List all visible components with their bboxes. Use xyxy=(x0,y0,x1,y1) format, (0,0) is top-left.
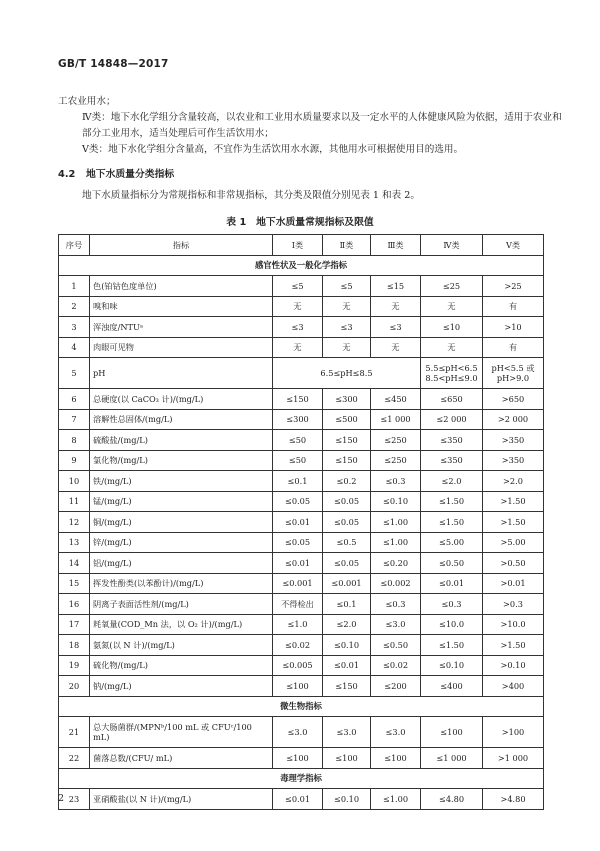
limit-cell: 无 xyxy=(323,337,371,358)
limit-cell: >10.0 xyxy=(483,614,544,635)
limit-cell: >5.00 xyxy=(483,532,544,553)
limit-cell: >400 xyxy=(483,676,544,697)
limit-cell: ≤150 xyxy=(323,450,371,471)
para-class-4: Ⅳ类：地下水化学组分含量较高，以农业和工业用水质量要求以及一定水平的人体健康风险为依据，适用于农业和部分工业用水，适当处理后可作生活饮用水； xyxy=(82,112,562,139)
row-number-cell: 13 xyxy=(59,532,90,553)
header-class-4: Ⅳ类 xyxy=(421,235,483,256)
header-class-2: Ⅱ类 xyxy=(323,235,371,256)
indicator-cell: 嗅和味 xyxy=(90,296,273,317)
limit-cell: ≤5 xyxy=(273,276,323,297)
table-row xyxy=(59,635,544,656)
limit-cell: ≤0.3 xyxy=(421,594,483,615)
indicator-cell: 色(铂钴色度单位) xyxy=(90,276,273,297)
limit-cell: ≤0.05 xyxy=(323,512,371,533)
limit-cell: ≤2 000 xyxy=(421,409,483,430)
limit-cell: >650 xyxy=(483,389,544,410)
table-section-row xyxy=(59,696,544,717)
table-row xyxy=(59,676,544,697)
row-number-cell: 20 xyxy=(59,676,90,697)
table-row xyxy=(59,573,544,594)
indicator-cell: pH xyxy=(90,358,273,389)
limit-cell: ≤0.01 xyxy=(273,512,323,533)
indicator-cell: 锌/(mg/L) xyxy=(90,532,273,553)
section-title-cell: 感官性状及一般化学指标 xyxy=(59,255,544,276)
indicator-cell: 铝/(mg/L) xyxy=(90,553,273,574)
table-header-row xyxy=(59,235,544,256)
table-row xyxy=(59,430,544,451)
indicator-cell: 总大肠菌群/(MPNᵇ/100 mL 或 CFUᶜ/100 mL) xyxy=(90,717,273,748)
limit-cell: ≤4.80 xyxy=(421,789,483,810)
limit-cell: ≤0.005 xyxy=(273,655,323,676)
limit-cell: ≤0.50 xyxy=(371,635,421,656)
limit-cell: 无 xyxy=(323,296,371,317)
limit-cell: ≤400 xyxy=(421,676,483,697)
limit-cell: ≤300 xyxy=(273,409,323,430)
table-row xyxy=(59,553,544,574)
limit-cell: ≤2.0 xyxy=(421,471,483,492)
section-number: 4.2 xyxy=(58,169,76,180)
limit-cell: ≤300 xyxy=(323,389,371,410)
limit-cell: >0.10 xyxy=(483,655,544,676)
row-number-cell: 18 xyxy=(59,635,90,656)
limit-cell: ≤2.0 xyxy=(323,614,371,635)
limit-cell: ≤1.50 xyxy=(421,512,483,533)
limit-cell: ≤150 xyxy=(273,389,323,410)
section-title: 地下水质量分类指标 xyxy=(86,169,175,180)
limit-cell: >100 xyxy=(483,717,544,748)
table-row xyxy=(59,409,544,430)
standard-number: GB/T 14848—2017 xyxy=(58,58,169,70)
limit-cell: ≤3 xyxy=(323,317,371,338)
limit-cell: >0.50 xyxy=(483,553,544,574)
row-number-cell: 2 xyxy=(59,296,90,317)
header-class-3: Ⅲ类 xyxy=(371,235,421,256)
limit-cell: ≤3.0 xyxy=(323,717,371,748)
limit-cell: ≤0.10 xyxy=(371,491,421,512)
limit-cell: ≤100 xyxy=(323,748,371,769)
indicator-cell: 总硬度(以 CaCO₃ 计)/(mg/L) xyxy=(90,389,273,410)
limit-cell: ≤650 xyxy=(421,389,483,410)
row-number-cell: 22 xyxy=(59,748,90,769)
limit-cell: ≤0.05 xyxy=(323,491,371,512)
limit-cell: 无 xyxy=(421,296,483,317)
limit-cell: ≤0.05 xyxy=(323,553,371,574)
standards-table xyxy=(58,234,544,810)
limit-cell: ≤0.10 xyxy=(421,655,483,676)
limit-cell: >2.0 xyxy=(483,471,544,492)
indicator-cell: 菌落总数/(CFU/ mL) xyxy=(90,748,273,769)
table-row xyxy=(59,532,544,553)
table-row xyxy=(59,358,544,389)
limit-cell: ≤0.05 xyxy=(273,532,323,553)
indicator-cell: 锰/(mg/L) xyxy=(90,491,273,512)
indicator-cell: 氨氮(以 N 计)/(mg/L) xyxy=(90,635,273,656)
table-row xyxy=(59,614,544,635)
limit-cell: ≤0.01 xyxy=(323,655,371,676)
indicator-cell: 亚硝酸盐(以 N 计)/(mg/L) xyxy=(90,789,273,810)
limit-cell: ≤200 xyxy=(371,676,421,697)
indicator-cell: 氯化物/(mg/L) xyxy=(90,450,273,471)
limit-cell: ≤450 xyxy=(371,389,421,410)
limit-cell: ≤3.0 xyxy=(273,717,323,748)
row-number-cell: 17 xyxy=(59,614,90,635)
limit-cell: ≤15 xyxy=(371,276,421,297)
limit-cell: ≤3.0 xyxy=(371,717,421,748)
limit-cell: ≤1 000 xyxy=(371,409,421,430)
limit-cell: ≤500 xyxy=(323,409,371,430)
table-section-row xyxy=(59,255,544,276)
row-number-cell: 14 xyxy=(59,553,90,574)
limit-cell: 有 xyxy=(483,337,544,358)
row-number-cell: 11 xyxy=(59,491,90,512)
limit-cell: >1.50 xyxy=(483,491,544,512)
limit-cell: ≤350 xyxy=(421,450,483,471)
limit-cell: ≤3.0 xyxy=(371,614,421,635)
limit-cell: ≤150 xyxy=(323,430,371,451)
limit-cell: ≤0.10 xyxy=(323,789,371,810)
header-class-5: Ⅴ类 xyxy=(483,235,544,256)
row-number-cell: 1 xyxy=(59,276,90,297)
table-row xyxy=(59,276,544,297)
limit-cell: ≤1 000 xyxy=(421,748,483,769)
limit-cell: >25 xyxy=(483,276,544,297)
table-row xyxy=(59,337,544,358)
indicator-cell: 钠/(mg/L) xyxy=(90,676,273,697)
limit-cell: ≤100 xyxy=(273,748,323,769)
indicator-cell: 铁/(mg/L) xyxy=(90,471,273,492)
limit-cell: >10 xyxy=(483,317,544,338)
limit-cell: ≤0.2 xyxy=(323,471,371,492)
indicator-cell: 硫酸盐/(mg/L) xyxy=(90,430,273,451)
table-row xyxy=(59,717,544,748)
table-row xyxy=(59,512,544,533)
limit-cell: ≤250 xyxy=(371,430,421,451)
table-row xyxy=(59,789,544,810)
table-row xyxy=(59,748,544,769)
section-title-cell: 微生物指标 xyxy=(59,696,544,717)
table-caption: 表 1 地下水质量常规指标及限值 xyxy=(226,217,374,228)
row-number-cell: 5 xyxy=(59,358,90,389)
table-row xyxy=(59,491,544,512)
indicator-cell: 挥发性酚类(以苯酚计)/(mg/L) xyxy=(90,573,273,594)
limit-cell: ≤0.05 xyxy=(273,491,323,512)
limit-cell: >2 000 xyxy=(483,409,544,430)
header-class-1: Ⅰ类 xyxy=(273,235,323,256)
limit-cell: ≤0.3 xyxy=(371,594,421,615)
limit-cell: ≤0.01 xyxy=(421,573,483,594)
limit-cell: ≤5 xyxy=(323,276,371,297)
limit-cell: ≤100 xyxy=(371,748,421,769)
limit-cell: 无 xyxy=(273,337,323,358)
limit-cell: ≤0.5 xyxy=(323,532,371,553)
limit-cell: ≤1.00 xyxy=(371,532,421,553)
row-number-cell: 6 xyxy=(59,389,90,410)
intro-paragraph: 地下水质量指标分为常规指标和非常规指标，其分类及限值分别见表 1 和表 2。 xyxy=(82,190,420,201)
limit-cell: ≤250 xyxy=(371,450,421,471)
limit-cell: >0.3 xyxy=(483,594,544,615)
limit-cell: ≤10.0 xyxy=(421,614,483,635)
row-number-cell: 23 xyxy=(59,789,90,810)
table-row xyxy=(59,389,544,410)
limit-cell: ≤0.1 xyxy=(323,594,371,615)
table-row xyxy=(59,594,544,615)
indicator-cell: 阴离子表面活性剂/(mg/L) xyxy=(90,594,273,615)
row-number-cell: 9 xyxy=(59,450,90,471)
indicator-cell: 铜/(mg/L) xyxy=(90,512,273,533)
limit-cell: >1.50 xyxy=(483,635,544,656)
table-row xyxy=(59,471,544,492)
indicator-cell: 浑浊度/NTUᵃ xyxy=(90,317,273,338)
para-class-5: Ⅴ类：地下水化学组分含量高，不宜作为生活饮用水水源，其他用水可根据使用目的选用。 xyxy=(82,144,464,155)
row-number-cell: 7 xyxy=(59,409,90,430)
indicator-cell: 硫化物/(mg/L) xyxy=(90,655,273,676)
limit-cell: >1 000 xyxy=(483,748,544,769)
limit-cell: >4.80 xyxy=(483,789,544,810)
limit-cell: ≤0.001 xyxy=(273,573,323,594)
table-row xyxy=(59,317,544,338)
limit-cell: ≤10 xyxy=(421,317,483,338)
limit-cell: ≤1.50 xyxy=(421,491,483,512)
limit-cell: ≤1.00 xyxy=(371,789,421,810)
limit-cell: 不得检出 xyxy=(273,594,323,615)
row-number-cell: 15 xyxy=(59,573,90,594)
limit-cell: ≤50 xyxy=(273,450,323,471)
indicator-cell: 耗氧量(COD_Mn 法，以 O₂ 计)/(mg/L) xyxy=(90,614,273,635)
limit-cell: >1.50 xyxy=(483,512,544,533)
limit-cell: 5.5≤pH<6.5 8.5<pH≤9.0 xyxy=(421,358,483,389)
limit-cell: >350 xyxy=(483,450,544,471)
limit-cell: ≤1.0 xyxy=(273,614,323,635)
limit-cell: ≤150 xyxy=(323,676,371,697)
header-indicator: 指标 xyxy=(90,235,273,256)
row-number-cell: 10 xyxy=(59,471,90,492)
limit-cell: ≤0.01 xyxy=(273,789,323,810)
limit-cell: ≤0.02 xyxy=(273,635,323,656)
limit-cell: 无 xyxy=(273,296,323,317)
row-number-cell: 3 xyxy=(59,317,90,338)
limit-cell: ≤0.1 xyxy=(273,471,323,492)
limit-cell: ≤50 xyxy=(273,430,323,451)
limit-cell: ≤3 xyxy=(273,317,323,338)
limit-cell: >350 xyxy=(483,430,544,451)
indicator-cell: 肉眼可见物 xyxy=(90,337,273,358)
limit-cell: ≤1.00 xyxy=(371,512,421,533)
para-agri-water: 工农业用水； xyxy=(58,96,116,107)
limit-cell: ≤25 xyxy=(421,276,483,297)
limit-cell: ≤0.50 xyxy=(421,553,483,574)
row-number-cell: 16 xyxy=(59,594,90,615)
limit-cell: ≤0.002 xyxy=(371,573,421,594)
limit-cell: ≤0.01 xyxy=(273,553,323,574)
section-heading xyxy=(58,166,174,180)
limit-cell: ≤0.001 xyxy=(323,573,371,594)
limit-cell: ≤0.20 xyxy=(371,553,421,574)
limit-cell: 有 xyxy=(483,296,544,317)
page-number: 2 xyxy=(58,793,65,804)
table-row xyxy=(59,655,544,676)
row-number-cell: 12 xyxy=(59,512,90,533)
section-title-cell: 毒理学指标 xyxy=(59,768,544,789)
limit-cell: 无 xyxy=(371,337,421,358)
indicator-cell: 溶解性总固体/(mg/L) xyxy=(90,409,273,430)
table-row xyxy=(59,450,544,471)
row-number-cell: 19 xyxy=(59,655,90,676)
limit-cell: ≤0.02 xyxy=(371,655,421,676)
limit-cell: 无 xyxy=(371,296,421,317)
table-row xyxy=(59,296,544,317)
limit-cell: ≤100 xyxy=(421,717,483,748)
row-number-cell: 21 xyxy=(59,717,90,748)
limit-cell: >0.01 xyxy=(483,573,544,594)
limit-cell: ≤350 xyxy=(421,430,483,451)
header-no: 序号 xyxy=(59,235,90,256)
table-section-row xyxy=(59,768,544,789)
row-number-cell: 8 xyxy=(59,430,90,451)
limit-cell: ≤5.00 xyxy=(421,532,483,553)
limit-cell: 无 xyxy=(421,337,483,358)
limit-cell: ≤100 xyxy=(273,676,323,697)
limit-cell: ≤1.50 xyxy=(421,635,483,656)
limit-cell: pH<5.5 或 pH>9.0 xyxy=(483,358,544,389)
limit-cell: ≤3 xyxy=(371,317,421,338)
limit-cell: 6.5≤pH≤8.5 xyxy=(273,358,421,389)
row-number-cell: 4 xyxy=(59,337,90,358)
limit-cell: ≤0.3 xyxy=(371,471,421,492)
limit-cell: ≤0.10 xyxy=(323,635,371,656)
